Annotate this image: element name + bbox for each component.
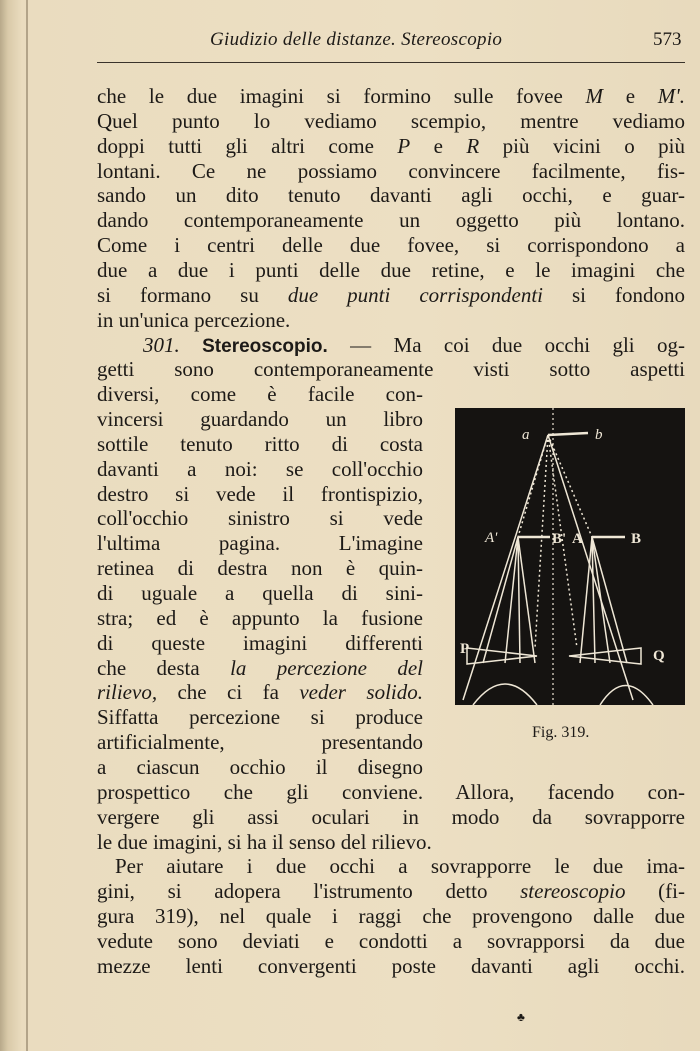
page-number: 573: [653, 29, 682, 50]
text-line: [115, 854, 685, 879]
running-header: Giudizio delle distanze. Stereoscopio: [210, 29, 503, 50]
stereoscope-diagram: [455, 408, 685, 705]
text-segment: davanti a noi: se coll'occhio: [97, 456, 423, 481]
text-segment: doppi tutti gli altri come: [97, 133, 398, 158]
printer-mark: ♣: [517, 1010, 525, 1024]
text-segment: le due imagini, si ha il senso del rilievo.: [97, 829, 432, 854]
text-segment: stra; ed è appunto la fusione: [97, 605, 423, 630]
text-line: [97, 109, 685, 134]
text-line: [97, 531, 423, 556]
text-segment: R: [466, 133, 480, 158]
text-line: [97, 159, 685, 184]
figure-stereoscope-diagram: [455, 408, 685, 705]
text-line: [97, 755, 423, 780]
text-line: [97, 308, 685, 333]
text-line: [97, 556, 423, 581]
text-line: [143, 333, 685, 358]
text-line: [97, 705, 423, 730]
text-segment: a ciascun occhio il disegno: [97, 754, 423, 779]
text-segment: e: [410, 133, 467, 158]
text-segment: mezze lenti convergenti poste davanti agli occhi.: [97, 953, 685, 978]
text-segment: due a due i punti delle due retine, e le imagini che: [97, 257, 685, 282]
text-segment: prospettico che gli conviene. Allora, facendo con-: [97, 779, 685, 804]
text-segment: sando un dito tenuto davanti agli occhi, e guar-: [97, 183, 685, 208]
text-line: [97, 879, 685, 904]
text-segment: M'.: [657, 84, 685, 108]
text-segment: dando contemporaneamente un oggetto più lontano.: [97, 208, 685, 233]
text-segment: due punti corrispondenti: [287, 282, 543, 307]
text-line: [97, 954, 685, 979]
text-segment: stereoscopio: [520, 879, 626, 904]
text-line: [97, 382, 423, 407]
text-segment: di queste imagini differenti: [97, 630, 423, 655]
text-segment: che ci fa: [157, 680, 300, 705]
text-line: [97, 208, 685, 233]
text-line: [97, 904, 685, 929]
label-p: P: [460, 641, 470, 657]
text-segment: si formano su: [97, 282, 288, 307]
text-segment: artificialmente, presentando: [97, 730, 423, 755]
text-line: [97, 134, 685, 159]
text-line: [97, 283, 685, 308]
text-segment: gura 319), nel quale i raggi che provengono dalle due: [97, 904, 685, 929]
figure-caption: Fig. 319.: [532, 724, 590, 741]
text-line: [97, 233, 685, 258]
text-segment: vergere gli assi oculari in modo da sovrapporre: [97, 804, 685, 829]
text-segment: retinea di destra non è quin-: [97, 556, 423, 581]
text-line: [97, 357, 685, 382]
text-line: [97, 680, 423, 705]
text-segment: veder solido.: [299, 680, 423, 705]
text-line: [97, 482, 423, 507]
text-segment: P: [397, 133, 411, 158]
text-segment: Come i centri delle due fovee, si corrispondono a: [97, 233, 685, 258]
section-heading: Stereoscopio.: [202, 335, 328, 357]
page-gutter: [26, 0, 28, 1051]
text-segment: coll'occhio sinistro si vede: [97, 506, 423, 531]
text-line: [97, 457, 423, 482]
text-segment: la percezione del: [230, 655, 423, 680]
text-segment: vincersi guardando un libro: [97, 407, 423, 432]
text-line: [97, 84, 685, 109]
text-segment: 301.: [143, 332, 180, 357]
text-line: [97, 830, 685, 855]
header-rule: [97, 62, 685, 63]
text-segment: l'ultima pagina. L'imagine: [97, 531, 423, 556]
text-line: [97, 805, 685, 830]
text-segment: di uguale a quella di sini-: [97, 581, 423, 605]
text-segment: si fondono: [543, 282, 686, 307]
label-b: b: [595, 427, 603, 443]
label-b-upper: B: [631, 531, 642, 547]
text-line: [97, 656, 423, 681]
text-line: [97, 506, 423, 531]
text-line: [97, 258, 685, 283]
text-segment: — Ma coi due occhi gli og-: [327, 332, 685, 357]
text-segment: Per aiutare i due occhi a sovrapporre le due ima-: [115, 854, 685, 879]
text-line: [97, 183, 685, 208]
text-line: [97, 780, 685, 805]
text-segment: (fi-: [625, 879, 685, 904]
text-segment: lontani. Ce ne possiamo convincere facilmente, fis-: [97, 158, 685, 183]
text-line: [97, 929, 685, 954]
text-line: [97, 730, 423, 755]
text-segment: getti sono contemporaneamente visti sotto aspetti: [97, 357, 685, 382]
label-b-prime: B': [552, 531, 567, 547]
label-a-upper: A: [572, 531, 583, 547]
text-segment: diversi, come è facile con-: [97, 382, 423, 407]
label-a: a: [522, 427, 530, 443]
text-segment: gini, si adopera l'istrumento detto: [97, 879, 521, 904]
text-line: [97, 631, 423, 656]
text-segment: e: [603, 84, 658, 108]
text-segment: che le due imagini si formino sulle fovee: [97, 84, 586, 108]
text-segment: più vicini o più: [479, 133, 686, 158]
text-segment: vedute sono deviati e condotti a sovrapporsi da due: [97, 928, 685, 953]
text-segment: in un'unica percezione.: [97, 307, 291, 332]
text-line: [97, 432, 423, 457]
text-segment: destro si vede il frontispizio,: [97, 481, 423, 506]
label-q: Q: [653, 648, 665, 664]
text-segment: Quel punto lo vediamo scempio, mentre vediamo: [97, 108, 685, 133]
text-segment: M: [585, 84, 603, 108]
text-segment: rilievo,: [97, 680, 158, 705]
text-segment: sottile tenuto ritto di costa: [97, 431, 423, 456]
text-segment: Siffatta percezione si produce: [97, 705, 423, 730]
text-segment: [180, 333, 202, 357]
label-a-prime: A': [485, 530, 498, 546]
text-segment: che desta: [97, 655, 231, 680]
text-line: [97, 606, 423, 631]
text-line: [97, 581, 423, 606]
text-line: [97, 407, 423, 432]
